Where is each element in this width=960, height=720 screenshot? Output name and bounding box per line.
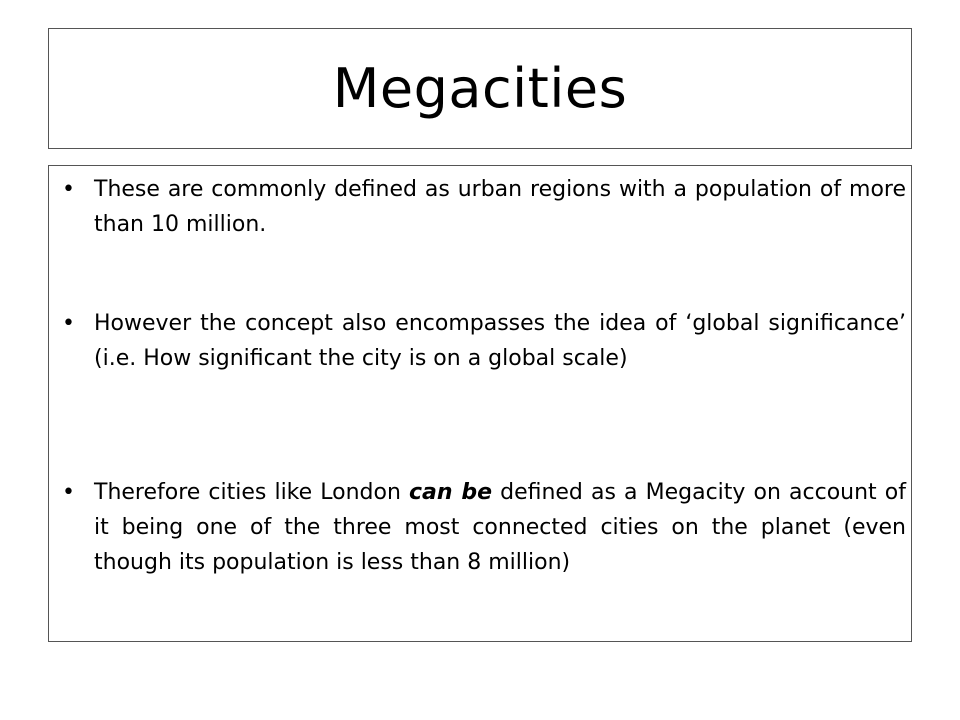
slide-title: Megacities xyxy=(332,57,628,120)
bullet-text-3-before: Therefore cities like London xyxy=(94,480,410,505)
bullet-marker: • xyxy=(62,480,75,505)
bullet-text-1: These are commonly defined as urban regions with a population of more than 10 million. xyxy=(94,177,906,237)
bullet-text-3-after: defined as a Megacity on account of it being one of the three most connected cities on the planet (even though its population is less than 8 million) xyxy=(94,480,906,575)
title-box xyxy=(48,28,912,149)
emphasis-can-be: can be xyxy=(409,480,492,505)
bullet-marker: • xyxy=(62,311,75,336)
bullet-marker: • xyxy=(62,177,75,202)
bullet-text-3 xyxy=(94,475,906,580)
bullet-text-2: However the concept also encompasses the idea of ‘global significance’ (i.e. How significant the city is on a global scale) xyxy=(94,311,906,371)
content-box xyxy=(48,165,912,642)
